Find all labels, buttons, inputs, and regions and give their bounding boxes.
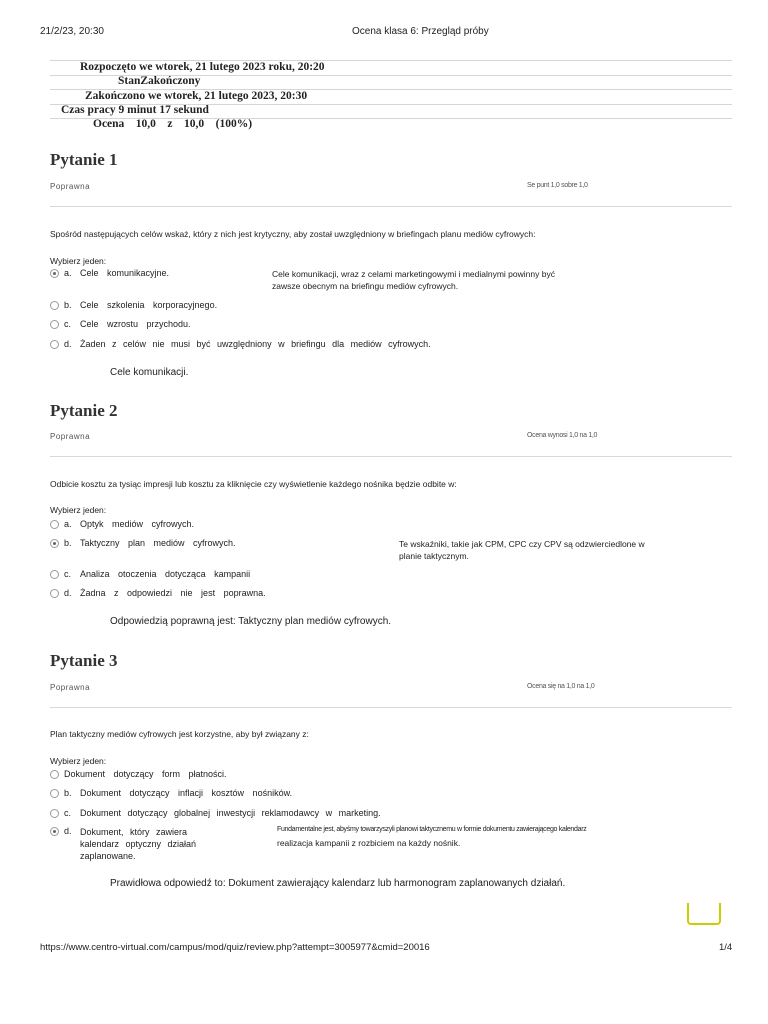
question-3-choose-label: Wybierz jeden: [50, 756, 107, 766]
radio-button[interactable] [50, 789, 59, 798]
radio-button[interactable] [50, 340, 59, 349]
option-text: Analiza otoczenia dotycząca kampanii [80, 569, 251, 579]
question-2-right-answer: Odpowiedzią poprawną jest: Taktyczny plan mediów cyfrowych. [110, 616, 392, 627]
question-1-right-answer: Cele komunikacji. [110, 367, 189, 378]
question-1-title: Pytanie 1 [50, 150, 118, 169]
radio-button[interactable] [50, 809, 59, 818]
print-datetime: 21/2/23, 20:30 [40, 26, 104, 37]
option-text: Żaden z celów nie musi być uwzględniony w briefingu dla mediów cyfrowych. [80, 339, 431, 349]
option-text: Cele komunikacyjne. [80, 268, 170, 278]
radio-button[interactable] [50, 570, 59, 579]
question-3-feedback-line1: Fundamentalne jest, abyśmy towarzyszyli planowi taktycznemu w formie dokumentu zawierającego kalendarz [277, 826, 587, 833]
option-letter: d. [64, 588, 72, 598]
summary-duration: Czas pracy 9 minut 17 sekund [61, 104, 209, 116]
next-page-button[interactable] [687, 903, 721, 925]
radio-button[interactable] [50, 770, 59, 779]
question-2-choose-label: Wybierz jeden: [50, 505, 107, 515]
question-1-status: Poprawna [50, 182, 91, 191]
option-text: Cele szkolenia korporacyjnego. [80, 300, 218, 310]
summary-finished: Zakończono we wtorek, 21 lutego 2023, 20:30 [85, 90, 308, 102]
radio-button[interactable] [50, 589, 59, 598]
question-2-title: Pytanie 2 [50, 401, 118, 420]
option-letter: d. [64, 339, 72, 349]
question-3-title: Pytanie 3 [50, 651, 118, 670]
question-1-feedback: Cele komunikacji, wraz z celami marketingowymi i medialnymi powinny być zawsze obecnym na briefingu mediów cyfrowych. [272, 269, 555, 291]
option-text: Dokument dotyczący form płatności. [64, 769, 227, 779]
option-letter: a. [64, 268, 72, 278]
radio-button[interactable] [50, 539, 59, 548]
summary-state: StanZakończony [118, 75, 201, 87]
question-2-feedback: Te wskaźniki, takie jak CPM, CPC czy CPV są odzwierciedlone w planie taktycznym. [399, 539, 645, 561]
option-text: Dokument dotyczący inflacji kosztów nośników. [80, 788, 293, 798]
radio-button[interactable] [50, 269, 59, 278]
option-text: Dokument, który zawiera kalendarz optyczny działań zaplanowane. [80, 827, 197, 861]
summary-score: Ocena 10,0 z 10,0 (100%) [93, 118, 253, 130]
page-title: Ocena klasa 6: Przegląd próby [352, 26, 489, 37]
page-number: 1/4 [719, 942, 733, 953]
question-1-choose-label: Wybierz jeden: [50, 256, 107, 266]
option-text: Optyk mediów cyfrowych. [80, 519, 195, 529]
radio-button[interactable] [50, 520, 59, 529]
question-1-divider [50, 206, 732, 207]
question-2-text: Odbicie kosztu za tysiąc impresji lub kosztu za kliknięcie czy wyświetlenie każdego nośnika będzie odbite w: [50, 479, 457, 489]
option-letter: b. [64, 300, 72, 310]
question-1-grade: Se punt 1,0 sobre 1,0 [527, 182, 588, 189]
option-text: Taktyczny plan mediów cyfrowych. [80, 538, 236, 548]
option-letter: c. [64, 808, 72, 818]
option-letter: a. [64, 519, 72, 529]
radio-button[interactable] [50, 320, 59, 329]
option-text: Dokument dotyczący globalnej inwestycji reklamodawcy w marketing. [80, 808, 381, 818]
question-3-grade: Ocena się na 1,0 na 1,0 [527, 683, 595, 690]
question-3-feedback-line2: realizacja kampanii z rozbiciem na każdy nośnik. [277, 838, 461, 848]
option-letter: c. [64, 319, 72, 329]
question-2-status: Poprawna [50, 432, 91, 441]
option-letter: b. [64, 788, 72, 798]
question-2-grade: Ocena wynosi 1,0 na 1,0 [527, 432, 598, 439]
radio-button[interactable] [50, 827, 59, 836]
footer-url[interactable]: https://www.centro-virtual.com/campus/mod/quiz/review.php?attempt=3005977&cmid=20016 [40, 942, 430, 953]
option-text: Żadna z odpowiedzi nie jest poprawna. [80, 588, 266, 598]
question-3-right-answer: Prawidłowa odpowiedź to: Dokument zawierający kalendarz lub harmonogram zaplanowanych działań. [110, 878, 566, 889]
option-letter: c. [64, 569, 72, 579]
summary-started: Rozpoczęto we wtorek, 21 lutego 2023 roku, 20:20 [80, 61, 325, 73]
question-1-text: Spośród następujących celów wskaż, który z nich jest krytyczny, aby został uwzględniony w briefingach planu mediów cyfrowych: [50, 229, 536, 239]
radio-button[interactable] [50, 301, 59, 310]
question-2-divider [50, 456, 732, 457]
question-3-status: Poprawna [50, 683, 91, 692]
option-text: Cele wzrostu przychodu. [80, 319, 191, 329]
option-letter: b. [64, 538, 72, 548]
question-3-divider [50, 707, 732, 708]
option-letter: d. [64, 826, 72, 836]
question-3-text: Plan taktyczny mediów cyfrowych jest korzystne, aby był związany z: [50, 729, 309, 739]
